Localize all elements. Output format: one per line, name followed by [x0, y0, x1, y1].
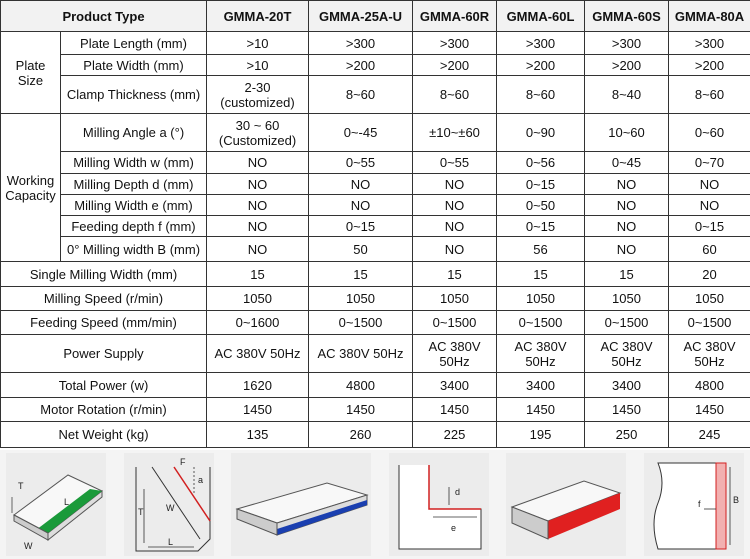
cell: 0~15	[309, 216, 413, 237]
table-row	[1, 373, 750, 398]
cell: NO	[413, 237, 497, 262]
cell: 8~60	[497, 76, 585, 114]
cell: 0~55	[309, 152, 413, 174]
cell: >200	[585, 55, 669, 76]
header-model: GMMA-60R	[413, 1, 497, 32]
row-label: Clamp Thickness (mm)	[61, 76, 207, 114]
table-row	[1, 422, 750, 448]
header-model: GMMA-20T	[207, 1, 309, 32]
table-row	[1, 152, 750, 174]
cell: NO	[207, 195, 309, 216]
cell: >10	[207, 32, 309, 55]
cell: 8~40	[585, 76, 669, 114]
header-model: GMMA-60S	[585, 1, 669, 32]
cell: 8~60	[669, 76, 750, 114]
cell: NO	[207, 152, 309, 174]
row-label: Single Milling Width (mm)	[1, 262, 207, 287]
cell: NO	[585, 216, 669, 237]
table-row	[1, 311, 750, 335]
table-row	[1, 237, 750, 262]
label-a: a	[197, 475, 203, 485]
group-label-working-capacity: Working Capacity	[1, 114, 61, 262]
cell: NO	[413, 216, 497, 237]
red-bevel-line	[174, 467, 210, 521]
cell: 1050	[669, 287, 750, 311]
cell: 1450	[669, 398, 750, 422]
header-product-type: Product Type	[1, 1, 207, 32]
cell: 56	[497, 237, 585, 262]
table-row	[1, 335, 750, 373]
header-model: GMMA-25A-U	[309, 1, 413, 32]
cross-section-svg	[644, 453, 744, 556]
cell: 0~15	[497, 174, 585, 195]
label-w: W	[24, 541, 33, 551]
blue-edge-plate-diagram	[231, 453, 371, 556]
cell: 245	[669, 422, 750, 448]
bevel-plate-svg	[6, 453, 106, 556]
label-d: d	[454, 487, 460, 497]
label-f: f	[697, 499, 701, 509]
cell: 0~1500	[309, 311, 413, 335]
cell: NO	[585, 174, 669, 195]
table-row	[1, 55, 750, 76]
cell: 1050	[585, 287, 669, 311]
cell: 135	[207, 422, 309, 448]
cell: 1050	[309, 287, 413, 311]
cell: >300	[497, 32, 585, 55]
cell: 15	[207, 262, 309, 287]
table-row	[1, 262, 750, 287]
cell: NO	[309, 174, 413, 195]
row-label: Milling Depth d (mm)	[61, 174, 207, 195]
cell: AC 380V 50Hz	[413, 335, 497, 373]
cell: 0~1500	[497, 311, 585, 335]
row-label: Total Power (w)	[1, 373, 207, 398]
cell: 3400	[413, 373, 497, 398]
cell: >200	[309, 55, 413, 76]
label-w: W	[165, 503, 175, 513]
cell: 4800	[309, 373, 413, 398]
cell: 225	[413, 422, 497, 448]
cell: 0~15	[669, 216, 750, 237]
cell: 0~55	[413, 152, 497, 174]
cell: >200	[413, 55, 497, 76]
row-label: Milling Speed (r/min)	[1, 287, 207, 311]
table-row	[1, 76, 750, 114]
row-label: Plate Length (mm)	[61, 32, 207, 55]
cell: 1050	[413, 287, 497, 311]
cell: NO	[207, 237, 309, 262]
cell: 15	[309, 262, 413, 287]
header-model: GMMA-80A	[669, 1, 750, 32]
row-label: Feeding depth f (mm)	[61, 216, 207, 237]
label-b: B	[732, 495, 739, 505]
row-label: 0° Milling width B (mm)	[61, 237, 207, 262]
cell: 1450	[207, 398, 309, 422]
cell: 15	[497, 262, 585, 287]
table-row	[1, 114, 750, 152]
cell: 10~60	[585, 114, 669, 152]
cell: 1450	[585, 398, 669, 422]
cell: AC 380V 50Hz	[669, 335, 750, 373]
cell: 1450	[309, 398, 413, 422]
cell: >200	[669, 55, 750, 76]
cell: NO	[309, 195, 413, 216]
cell: 15	[585, 262, 669, 287]
cell: 8~60	[309, 76, 413, 114]
cell: 0~50	[497, 195, 585, 216]
cell: 2-30 (customized)	[207, 76, 309, 114]
red-edge-plate-diagram	[506, 453, 626, 556]
cell: 0~60	[669, 114, 750, 152]
angle-sketch-diagram	[124, 453, 214, 556]
cell: NO	[669, 174, 750, 195]
cell: NO	[207, 174, 309, 195]
label-f: F	[179, 457, 186, 467]
label-t: T	[18, 481, 24, 491]
cell: AC 380V 50Hz	[207, 335, 309, 373]
row-label: Milling Angle a (°)	[61, 114, 207, 152]
cell: NO	[413, 174, 497, 195]
step-profile-diagram	[389, 453, 489, 556]
step-profile-svg	[389, 453, 489, 556]
row-label: Net Weight (kg)	[1, 422, 207, 448]
label-t: T	[137, 507, 144, 517]
cell: 0~70	[669, 152, 750, 174]
row-label: Plate Width (mm)	[61, 55, 207, 76]
cell: NO	[585, 195, 669, 216]
bevel-plate-diagram	[6, 453, 106, 556]
row-label: Milling Width e (mm)	[61, 195, 207, 216]
table-row	[1, 398, 750, 422]
cell: 3400	[497, 373, 585, 398]
blue-edge-plate-svg	[231, 453, 371, 556]
cell: 30 ~ 60 (Customized)	[207, 114, 309, 152]
cell: >300	[669, 32, 750, 55]
cell: ±10~±60	[413, 114, 497, 152]
cell: 1620	[207, 373, 309, 398]
cell: 0~-45	[309, 114, 413, 152]
cell: NO	[413, 195, 497, 216]
label-l: L	[167, 537, 173, 547]
cell: NO	[585, 237, 669, 262]
red-edge-plate-svg	[506, 453, 626, 556]
angle-sketch-svg	[124, 453, 214, 556]
cell: 0~15	[497, 216, 585, 237]
header-model: GMMA-60L	[497, 1, 585, 32]
cell: 50	[309, 237, 413, 262]
row-label: Power Supply	[1, 335, 207, 373]
table-row	[1, 216, 750, 237]
cell: 0~1500	[669, 311, 750, 335]
cell: 1050	[497, 287, 585, 311]
cell: 1050	[207, 287, 309, 311]
cell: 0~90	[497, 114, 585, 152]
cell: 0~1500	[585, 311, 669, 335]
cell: 1450	[413, 398, 497, 422]
cell: 0~1600	[207, 311, 309, 335]
diagram-strip	[0, 450, 750, 559]
cell: 15	[413, 262, 497, 287]
cell: 0~45	[585, 152, 669, 174]
cell: >300	[309, 32, 413, 55]
table-row	[1, 32, 750, 55]
cell: AC 380V 50Hz	[309, 335, 413, 373]
table-row	[1, 287, 750, 311]
cross-section-diagram	[644, 453, 744, 556]
cell: 3400	[585, 373, 669, 398]
cell: >200	[497, 55, 585, 76]
row-label: Motor Rotation (r/min)	[1, 398, 207, 422]
label-e: e	[450, 523, 456, 533]
table-row	[1, 195, 750, 216]
cell: >10	[207, 55, 309, 76]
cell: 0~56	[497, 152, 585, 174]
cell: AC 380V 50Hz	[497, 335, 585, 373]
row-label: Feeding Speed (mm/min)	[1, 311, 207, 335]
milled-zone	[716, 463, 726, 549]
cell: 1450	[497, 398, 585, 422]
cell: NO	[207, 216, 309, 237]
table-row	[1, 174, 750, 195]
group-label-plate-size: Plate Size	[1, 32, 61, 114]
cell: 4800	[669, 373, 750, 398]
cell: AC 380V 50Hz	[585, 335, 669, 373]
label-l: L	[64, 497, 70, 507]
cell: 0~1500	[413, 311, 497, 335]
cell: 20	[669, 262, 750, 287]
cell: 195	[497, 422, 585, 448]
cell: >300	[585, 32, 669, 55]
row-label: Milling Width w (mm)	[61, 152, 207, 174]
cell: NO	[669, 195, 750, 216]
cell: 260	[309, 422, 413, 448]
cell: 8~60	[413, 76, 497, 114]
cell: 250	[585, 422, 669, 448]
cell: >300	[413, 32, 497, 55]
cell: 60	[669, 237, 750, 262]
